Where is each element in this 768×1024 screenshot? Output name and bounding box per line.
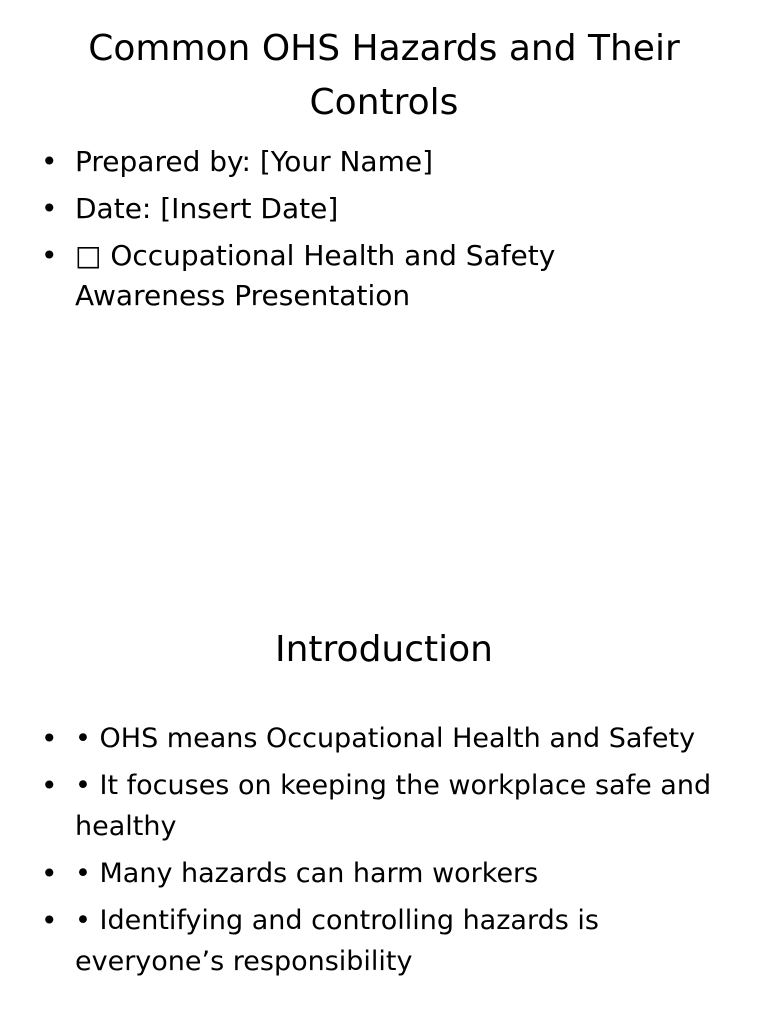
bullet-dot-icon: • xyxy=(41,145,58,178)
bullet-text: □ Occupational Health and Safety Awareness Presentation xyxy=(75,239,556,312)
bullet-dot-icon: • xyxy=(41,769,58,802)
bullet-dot-icon: • xyxy=(41,239,58,272)
bullet-text: • It focuses on keeping the workplace safe and healthy xyxy=(75,770,712,842)
bullet-list xyxy=(0,718,728,988)
bullet-item xyxy=(0,718,728,759)
bullet-item xyxy=(0,853,728,894)
bullet-item xyxy=(0,900,728,982)
bullet-text: Date: [Insert Date] xyxy=(75,192,339,225)
bullet-item xyxy=(0,236,700,316)
bullet-text: Prepared by: [Your Name] xyxy=(75,145,434,178)
bullet-item xyxy=(0,189,700,229)
bullet-list xyxy=(0,142,700,323)
bullet-text: • Identifying and controlling hazards is everyone’s responsibility xyxy=(75,905,599,977)
bullet-dot-icon: • xyxy=(41,722,58,755)
bullet-item xyxy=(0,765,728,847)
bullet-dot-icon: • xyxy=(41,904,58,937)
bullet-dot-icon: • xyxy=(41,857,58,890)
slide-2 xyxy=(0,600,768,1024)
bullet-text: • Many hazards can harm workers xyxy=(75,858,539,889)
bullet-dot-icon: • xyxy=(41,192,58,225)
bullet-item xyxy=(0,142,700,182)
slide-title: Introduction xyxy=(274,629,493,670)
bullet-text: • OHS means Occupational Health and Safety xyxy=(75,723,696,754)
slide-title: Common OHS Hazards and Their Controls xyxy=(88,28,680,123)
